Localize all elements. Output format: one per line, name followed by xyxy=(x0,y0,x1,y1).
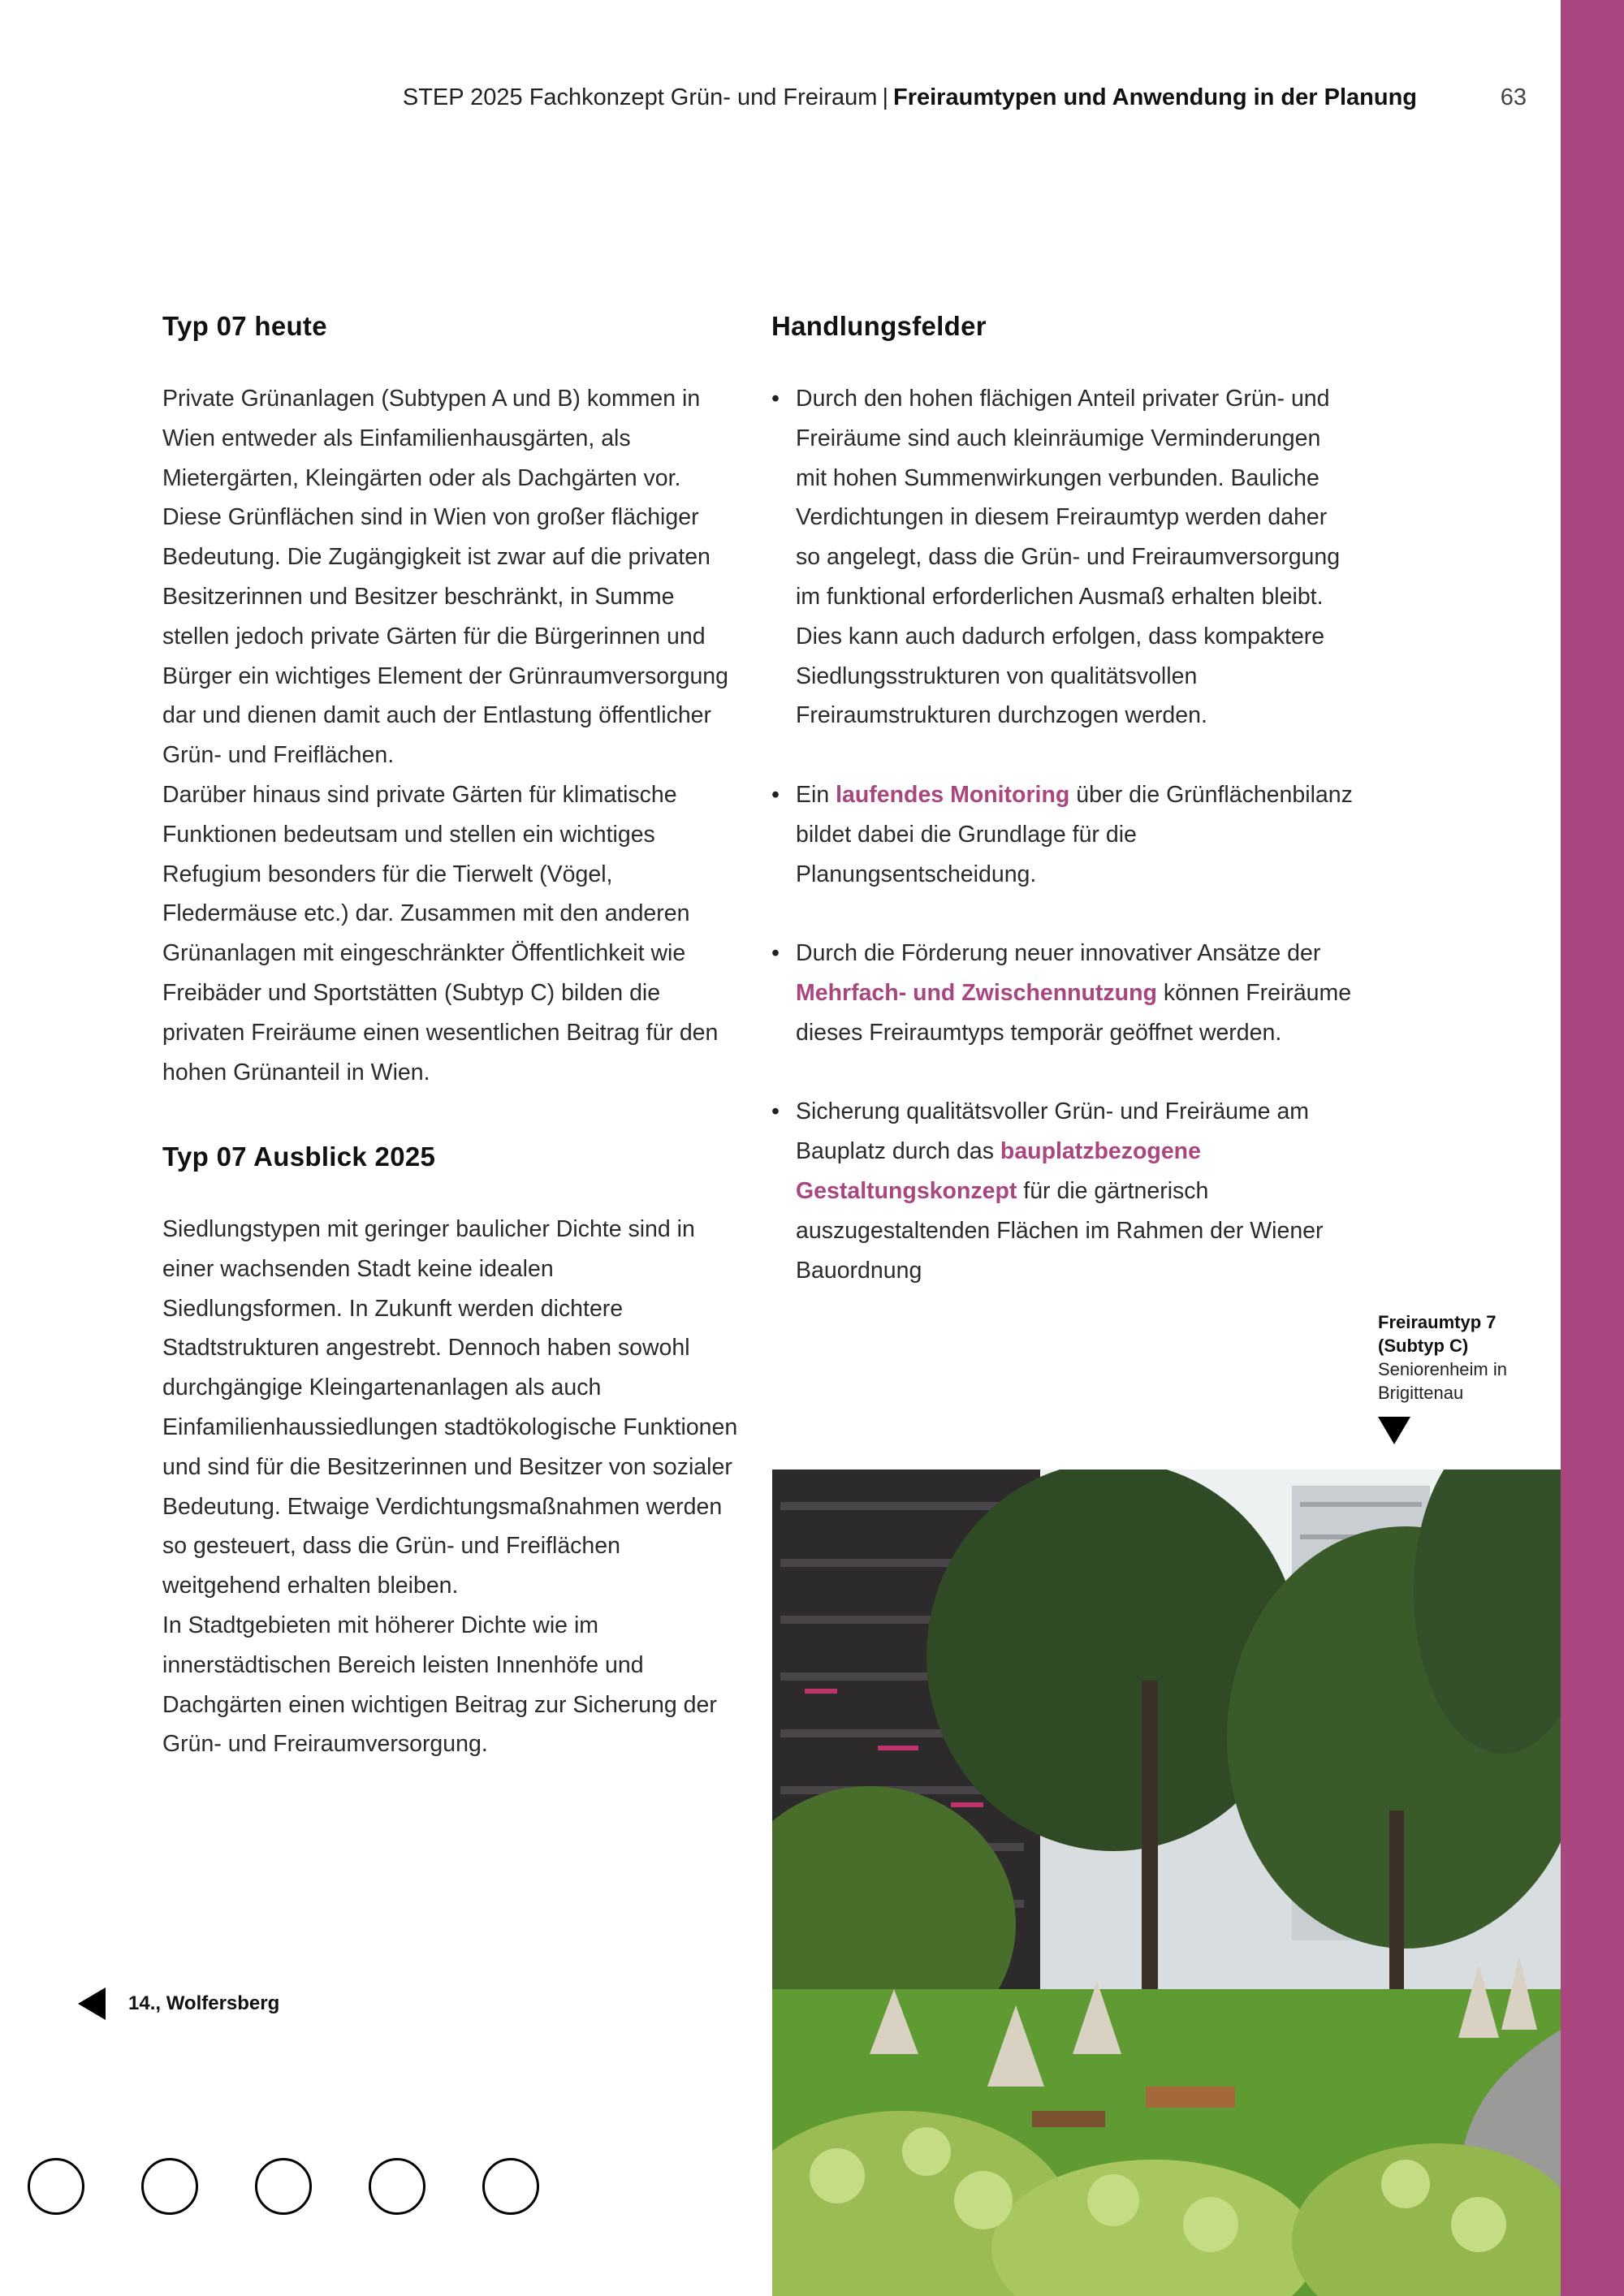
paragraph: In Stadtgebieten mit höherer Dichte wie im innerstädtischen Bereich leisten Innenhöfe und Dachgärten einen wichtigen Beitrag zur Sicherung der Grün- und Freiraumversorgung. xyxy=(162,1612,717,1758)
photo-caption-text: Seniorenheim in Brigittenau xyxy=(1378,1359,1507,1403)
paragraph: Siedlungstypen mit geringer baulicher Dichte sind in einer wachsenden Stadt keine idealen Siedlungsformen. In Zukunft werden dichtere Stadtstrukturen angestrebt. Dennoch haben sowohl durchgängige Kleingartenanlagen als auch Einfamilienhaussiedlungen stadtökologische Funktionen und sind für die Besitzerinnen und Besitzer von sozialer Bedeutung. Etwaige Verdichtungsmaßnahmen werden so gesteuert, dass die Grün- und Freiflächen weitgehend erhalten bleiben. xyxy=(162,1216,738,1599)
action-item-text-pre: Ein xyxy=(796,781,836,808)
action-item-text-post: für die gärtnerisch auszugestaltenden Flächen im Rahmen der Wiener Bauordnung xyxy=(796,1177,1324,1284)
header-chapter-title: Freiraumtypen und Anwendung in der Planung xyxy=(893,84,1417,110)
section-actions xyxy=(771,311,1356,1290)
garden-photo-illustration xyxy=(772,1470,1561,2296)
action-item xyxy=(771,934,1356,1052)
action-item-highlight: Mehrfach- und Zwischennutzung xyxy=(796,979,1157,1006)
action-item-text-pre: Durch die Förderung neuer innovativer Ansätze der xyxy=(796,940,1321,967)
indicator-circle xyxy=(141,2158,198,2215)
garden-photo xyxy=(772,1470,1561,2296)
action-item-text: Durch den hohen flächigen Anteil privater Grün- und Freiräume sind auch kleinräumige Verminderungen mit hohen Summenwirkungen verbunden. Bauliche Verdichtungen in diesem Freiraumtyp werden daher so angelegt, dass die Grün- und Freiraumversorgung im funktional erforderlichen Ausmaß erhalten bleibt. Dies kann auch dadurch erfolgen, dass kompaktere Siedlungsstrukturen von qualitätsvollen Freiraumstrukturen durchzogen werden. xyxy=(796,386,1341,729)
section-today xyxy=(162,311,739,1092)
photo-reference-label: 14., Wolfersberg xyxy=(128,1992,280,2014)
action-item-text-pre: Sicherung qualitätsvoller Grün- und Freiräume am Bauplatz durch das xyxy=(796,1098,1310,1165)
action-item xyxy=(771,379,1356,736)
paragraph: Private Grünanlagen (Subtypen A und B) kommen in Wien entweder als Einfamilienhausgärten, als Mietergärten, Kleingärten oder als Dachgärten vor. Diese Grünflächen sind in Wien von großer flächiger Bedeutung. Die Zugängigkeit ist zwar auf die privaten Besitzerinnen und Besitzer beschränkt, in Summe stellen jedoch private Gärten für die Bürgerinnen und Bürger ein wichtiges Element der Grünraumversorgung dar und dienen damit auch der Entlastung öffentlicher Grün- und Freiflächen. xyxy=(162,386,728,769)
paragraph: Darüber hinaus sind private Gärten für klimatische Funktionen bedeutsam und stellen ein wichtiges Refugium besonders für die Tierwelt (Vögel, Fledermäuse etc.) dar. Zusammen mit den anderen Grünanlagen mit eingeschränkter Öffentlichkeit wie Freibäder und Sportstätten (Subtyp C) bilden die privaten Freiräume einen wesentlichen Beitrag für den hohen Grünanteil in Wien. xyxy=(162,781,719,1085)
photo-caption xyxy=(1378,1310,1540,1405)
indicator-circle xyxy=(482,2158,539,2215)
indicator-circle xyxy=(369,2158,425,2215)
indicator-circle xyxy=(255,2158,312,2215)
photo-caption-title: Freiraumtyp 7 (Subtyp C) xyxy=(1378,1312,1497,1356)
action-item xyxy=(771,1092,1356,1290)
header-series xyxy=(403,84,1417,111)
section-actions-heading: Handlungsfelder xyxy=(771,311,987,341)
section-outlook xyxy=(162,1142,739,1764)
section-outlook-heading: Typ 07 Ausblick 2025 xyxy=(162,1142,436,1172)
section-today-heading: Typ 07 heute xyxy=(162,311,327,341)
action-item xyxy=(771,775,1356,894)
action-list xyxy=(771,379,1356,1290)
action-item-text-post: können Freiräume dieses Freiraumtyps temporär geöffnet werden. xyxy=(796,979,1352,1046)
indicator-circle xyxy=(28,2158,84,2215)
page-number: 63 xyxy=(1500,84,1527,110)
action-item-highlight: bauplatzbezogene Gestaltungskonzept xyxy=(796,1138,1201,1204)
arrow-left-icon xyxy=(78,1987,106,2020)
arrow-down-icon xyxy=(1378,1417,1410,1444)
action-item-highlight: laufendes Monitoring xyxy=(836,781,1070,808)
header-series-title: STEP 2025 Fachkonzept Grün- und Freiraum xyxy=(402,84,878,110)
section-today-body xyxy=(162,379,739,1092)
action-item-text-post: über die Grünflächenbilanz bildet dabei die Grundlage für die Planungsentscheidung. xyxy=(796,781,1353,887)
section-outlook-body xyxy=(162,1210,739,1764)
header-separator: | xyxy=(882,84,888,110)
accent-side-bar xyxy=(1561,0,1624,2296)
